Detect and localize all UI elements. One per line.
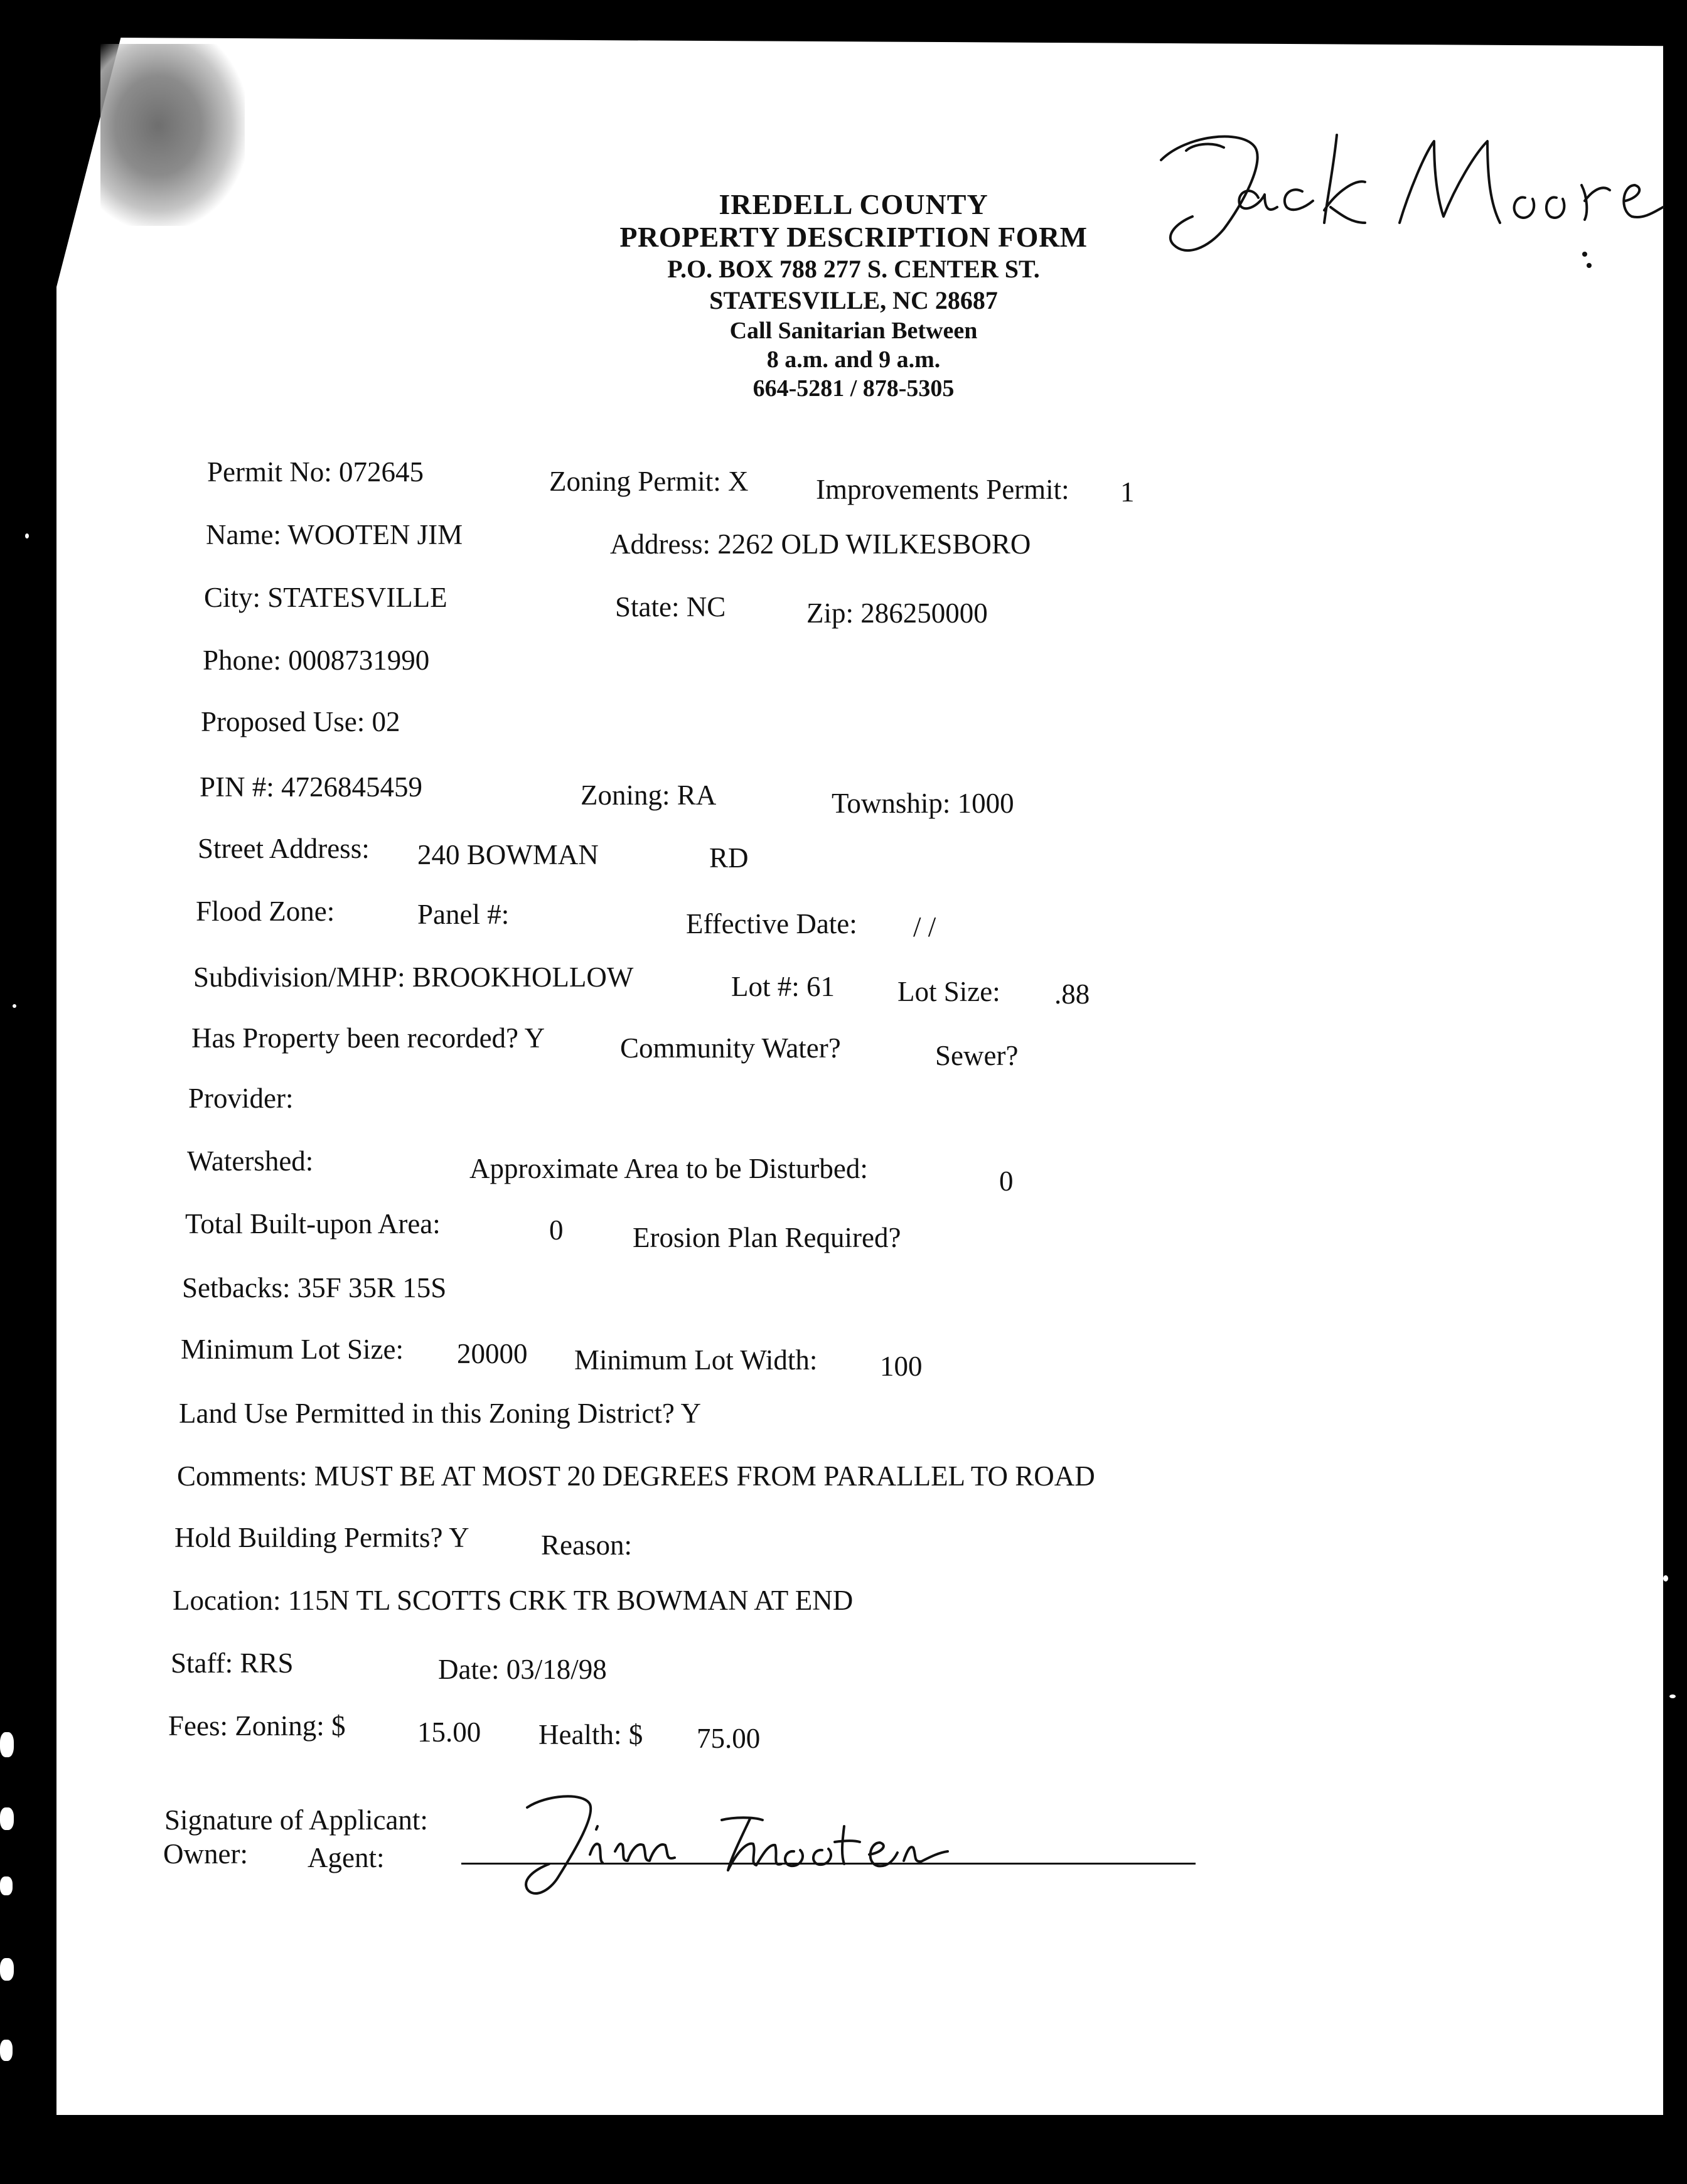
call-instructions: Call Sanitarian Between <box>729 318 978 344</box>
setbacks: Setbacks: 35F 35R 15S <box>182 1272 447 1303</box>
lot-size-label: Lot Size: <box>897 976 1000 1007</box>
effective-date-label: Effective Date: <box>686 908 857 939</box>
minimum-lot-size-label: Minimum Lot Size: <box>181 1334 404 1365</box>
minimum-lot-width-value: 100 <box>880 1351 923 1382</box>
watershed: Watershed: <box>187 1145 314 1177</box>
street-address-label: Street Address: <box>198 833 370 864</box>
scan-edge-mark <box>0 1958 14 1981</box>
property-recorded: Has Property been recorded? Y <box>191 1022 545 1054</box>
mailing-address: P.O. BOX 788 277 S. CENTER ST. <box>667 255 1040 283</box>
applicant-name: Name: WOOTEN JIM <box>206 519 463 550</box>
scan-speck <box>1652 1531 1658 1536</box>
fees-health-value: 75.00 <box>697 1723 761 1754</box>
applicant-address: Address: 2262 OLD WILKESBORO <box>610 528 1031 560</box>
sewer: Sewer? <box>935 1040 1019 1071</box>
fees-zoning-value: 15.00 <box>417 1716 481 1748</box>
city-state-zip: STATESVILLE, NC 28687 <box>709 286 998 314</box>
scan-speck <box>1644 1745 1648 1750</box>
area-disturbed-label: Approximate Area to be Disturbed: <box>469 1153 868 1184</box>
scan-edge-mark <box>0 1807 14 1830</box>
built-upon-area-value: 0 <box>549 1214 564 1246</box>
date: Date: 03/18/98 <box>438 1654 607 1685</box>
scan-speck <box>1669 1694 1676 1698</box>
zoning-code: Zoning: RA <box>581 779 717 811</box>
area-disturbed-value: 0 <box>999 1165 1014 1197</box>
street-suffix: RD <box>709 842 749 874</box>
form-header <box>540 188 1167 403</box>
effective-date-value: / / <box>913 911 936 943</box>
form-title: PROPERTY DESCRIPTION FORM <box>619 221 1088 253</box>
flood-zone: Flood Zone: <box>196 896 335 927</box>
land-use-permitted: Land Use Permitted in this Zoning District? Y <box>179 1398 701 1429</box>
scan-speck <box>13 1004 16 1008</box>
improvements-permit-label: Improvements Permit: <box>816 474 1069 505</box>
applicant-signature <box>515 1782 967 1902</box>
scan-edge-mark <box>0 1732 14 1757</box>
location: Location: 115N TL SCOTTS CRK TR BOWMAN AT END <box>173 1585 854 1616</box>
reason: Reason: <box>541 1529 632 1561</box>
built-upon-area-label: Total Built-upon Area: <box>185 1208 441 1239</box>
agent-label: Agent: <box>308 1842 385 1873</box>
panel-number: Panel #: <box>417 899 510 930</box>
street-address-value: 240 BOWMAN <box>417 839 599 870</box>
erosion-plan: Erosion Plan Required? <box>633 1222 901 1253</box>
community-water: Community Water? <box>620 1032 841 1064</box>
applicant-city: City: STATESVILLE <box>204 582 447 613</box>
comments: Comments: MUST BE AT MOST 20 DEGREES FROM PARALLEL TO ROAD <box>177 1460 1095 1492</box>
scan-edge-mark <box>0 1876 13 1895</box>
subdivision: Subdivision/MHP: BROOKHOLLOW <box>193 961 634 993</box>
minimum-lot-size-value: 20000 <box>457 1338 528 1369</box>
scan-speck <box>1663 1575 1668 1582</box>
permit-number: Permit No: 072645 <box>207 456 424 488</box>
applicant-state: State: NC <box>615 591 726 623</box>
phone-numbers: 664-5281 / 878-5305 <box>752 375 955 402</box>
call-hours: 8 a.m. and 9 a.m. <box>766 346 941 373</box>
fees-zoning-label: Fees: Zoning: $ <box>168 1710 346 1742</box>
minimum-lot-width-label: Minimum Lot Width: <box>574 1344 818 1376</box>
proposed-use: Proposed Use: 02 <box>201 706 400 737</box>
zoning-permit: Zoning Permit: X <box>549 466 749 497</box>
owner-label: Owner: <box>163 1838 248 1870</box>
pin-number: PIN #: 4726845459 <box>200 771 423 803</box>
scan-speck <box>1657 1632 1661 1635</box>
township: Township: 1000 <box>832 788 1014 819</box>
applicant-phone: Phone: 0008731990 <box>203 645 430 676</box>
scan-corner-smudge <box>100 44 245 226</box>
improvements-permit-value: 1 <box>1120 476 1135 508</box>
hold-building-permits: Hold Building Permits? Y <box>174 1522 469 1553</box>
provider: Provider: <box>188 1083 294 1114</box>
scan-edge-mark <box>0 2040 13 2061</box>
lot-size-value: .88 <box>1054 978 1090 1010</box>
signature-label: Signature of Applicant: <box>164 1804 428 1836</box>
fees-health-label: Health: $ <box>538 1719 643 1750</box>
agency-name: IREDELL COUNTY <box>719 188 988 220</box>
lot-number: Lot #: 61 <box>731 971 835 1002</box>
applicant-zip: Zip: 286250000 <box>806 597 988 629</box>
handwritten-name-top <box>1149 122 1669 273</box>
scan-speck <box>25 533 29 538</box>
staff: Staff: RRS <box>171 1647 294 1679</box>
